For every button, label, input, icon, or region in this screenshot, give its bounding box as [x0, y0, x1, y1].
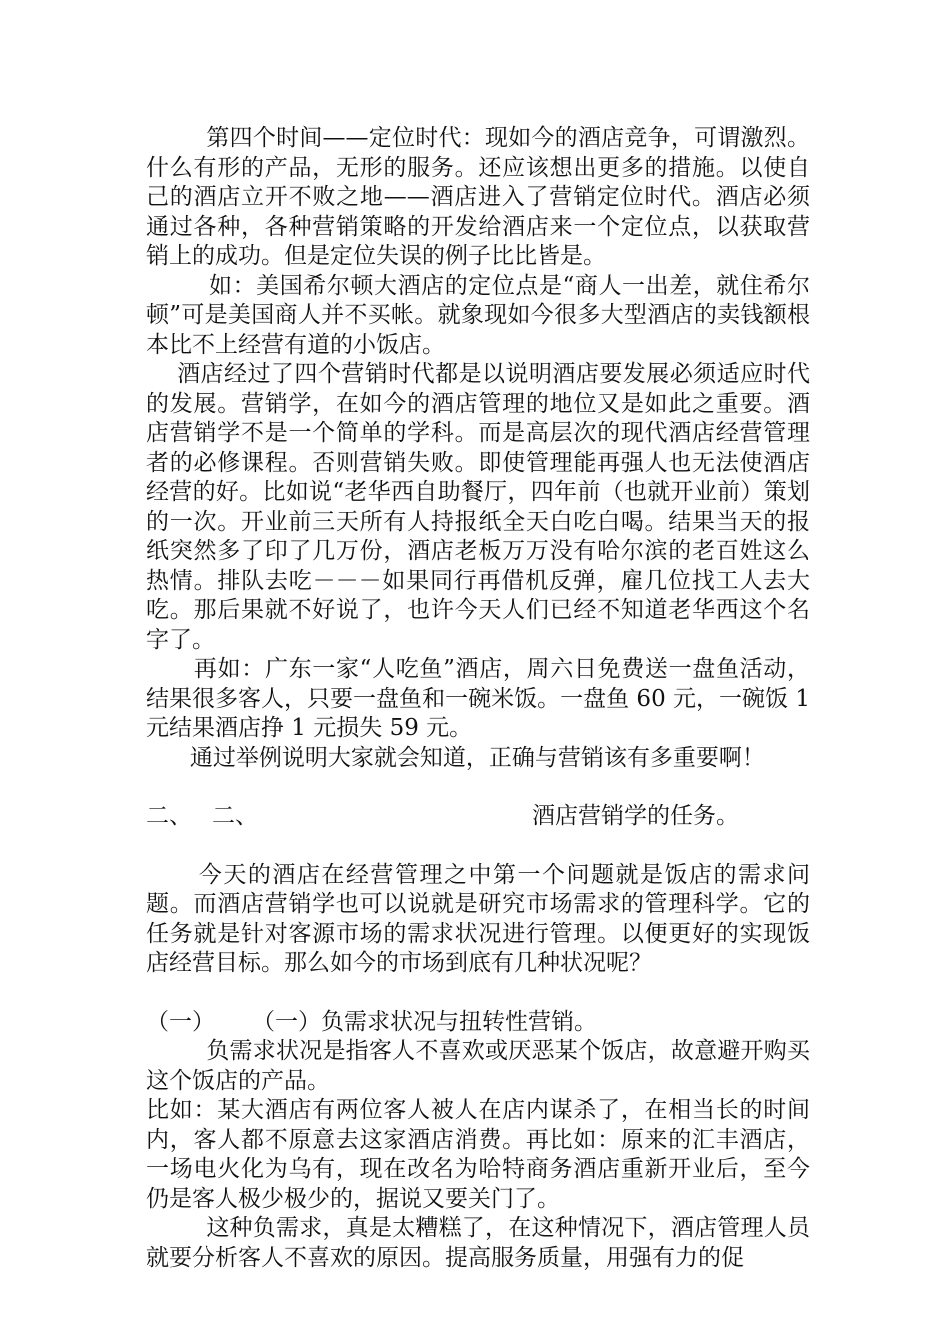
paragraph-negative-demand-response: 这种负需求，真是太糟糕了，在这种情况下，酒店管理人员就要分析客人不喜欢的原因。提高服务质量，用强有力的促 — [146, 1215, 810, 1271]
sub-heading-title: （一）负需求状况与扭转性营销。 — [252, 1008, 597, 1035]
paragraph-positioning-era: 第四个时间——定位时代：现如今的酒店竞争，可谓激烈。什么有形的产品，无形的服务。还应该想出更多的措施。以使自己的酒店立开不败之地——酒店进入了营销定位时代。酒店必须通过各种，各种营销策略的开发给酒店来一个定位点，以获取营销上的成功。但是定位失误的例子比比皆是。 — [146, 125, 810, 269]
document-page — [146, 124, 818, 1273]
paragraph-negative-demand-example: 比如：某大酒店有两位客人被人在店内谋杀了，在相当长的时间内，客人都不原意去这家酒店消费。再比如：原来的汇丰酒店，一场电火化为乌有，现在改名为哈特商务酒店重新开业后，至今仍是客人极少极少的，据说又要关门了。 — [146, 1097, 810, 1212]
section-number-repeat: 二、 — [212, 803, 258, 829]
paragraph-hotel-demand: 今天的酒店在经营管理之中第一个问题就是饭店的需求问题。而酒店营销学也可以说就是研究市场需求的管理科学。它的任务就是针对客源市场的需求状况进行管理。以便更好的实现饭店经营目标。那么如今的市场到底有几种状况呢？ — [146, 861, 811, 976]
paragraph-fish-restaurant-example: 再如：广东一家“人吃鱼”酒店，周六日免费送一盘鱼活动，结果很多客人，只要一盘鱼和一碗米饭。一盘鱼 60 元，一碗饭 1 元结果酒店挣 1 元损失 59 元。 — [146, 656, 818, 741]
spacer — [146, 832, 810, 861]
spacer — [146, 979, 810, 1008]
section-number: 二、 — [146, 803, 192, 829]
paragraph-conclusion: 通过举例说明大家就会知道，正确与营销该有多重要啊！ — [146, 744, 765, 771]
section-title: 酒店营销学的任务。 — [532, 803, 739, 829]
paragraph-negative-demand: 负需求状况是指客人不喜欢或厌恶某个饭店，故意避开购买这个饭店的产品。 — [146, 1038, 810, 1094]
section-heading — [146, 802, 810, 832]
paragraph-hilton-example: 如：美国希尔顿大酒店的定位点是“商人一出差，就住希尔顿”可是美国商人并不买帐。就象现如今很多大型酒店的卖钱额根本比不上经营有道的小饭店。 — [146, 272, 810, 358]
spacer — [146, 773, 810, 802]
paragraph-marketing-importance: 酒店经过了四个营销时代都是以说明酒店要发展必须适应时代的发展。营销学，在如今的酒店管理的地位又是如此之重要。酒店营销学不是一个简单的学科。而是高层次的现代酒店经营管理者的必修课程。否则营销失败。即使管理能再强人也无法使酒店经营的好。比如说“老华西自助餐厅，四年前（也就开业前）策划的一次。开业前三天所有人持报纸全天白吃白喝。结果当天的报纸突然多了印了几万份，酒店老板万万没有哈尔滨的老百姓这么热情。排队去吃－－－如果同行再借机反弹，雇几位找工人去大吃。那后果就不好说了，也许今天人们已经不知道老华西这个名字了。 — [146, 361, 810, 653]
sub-heading-number: （一） — [146, 1008, 215, 1035]
sub-heading — [146, 1008, 810, 1038]
